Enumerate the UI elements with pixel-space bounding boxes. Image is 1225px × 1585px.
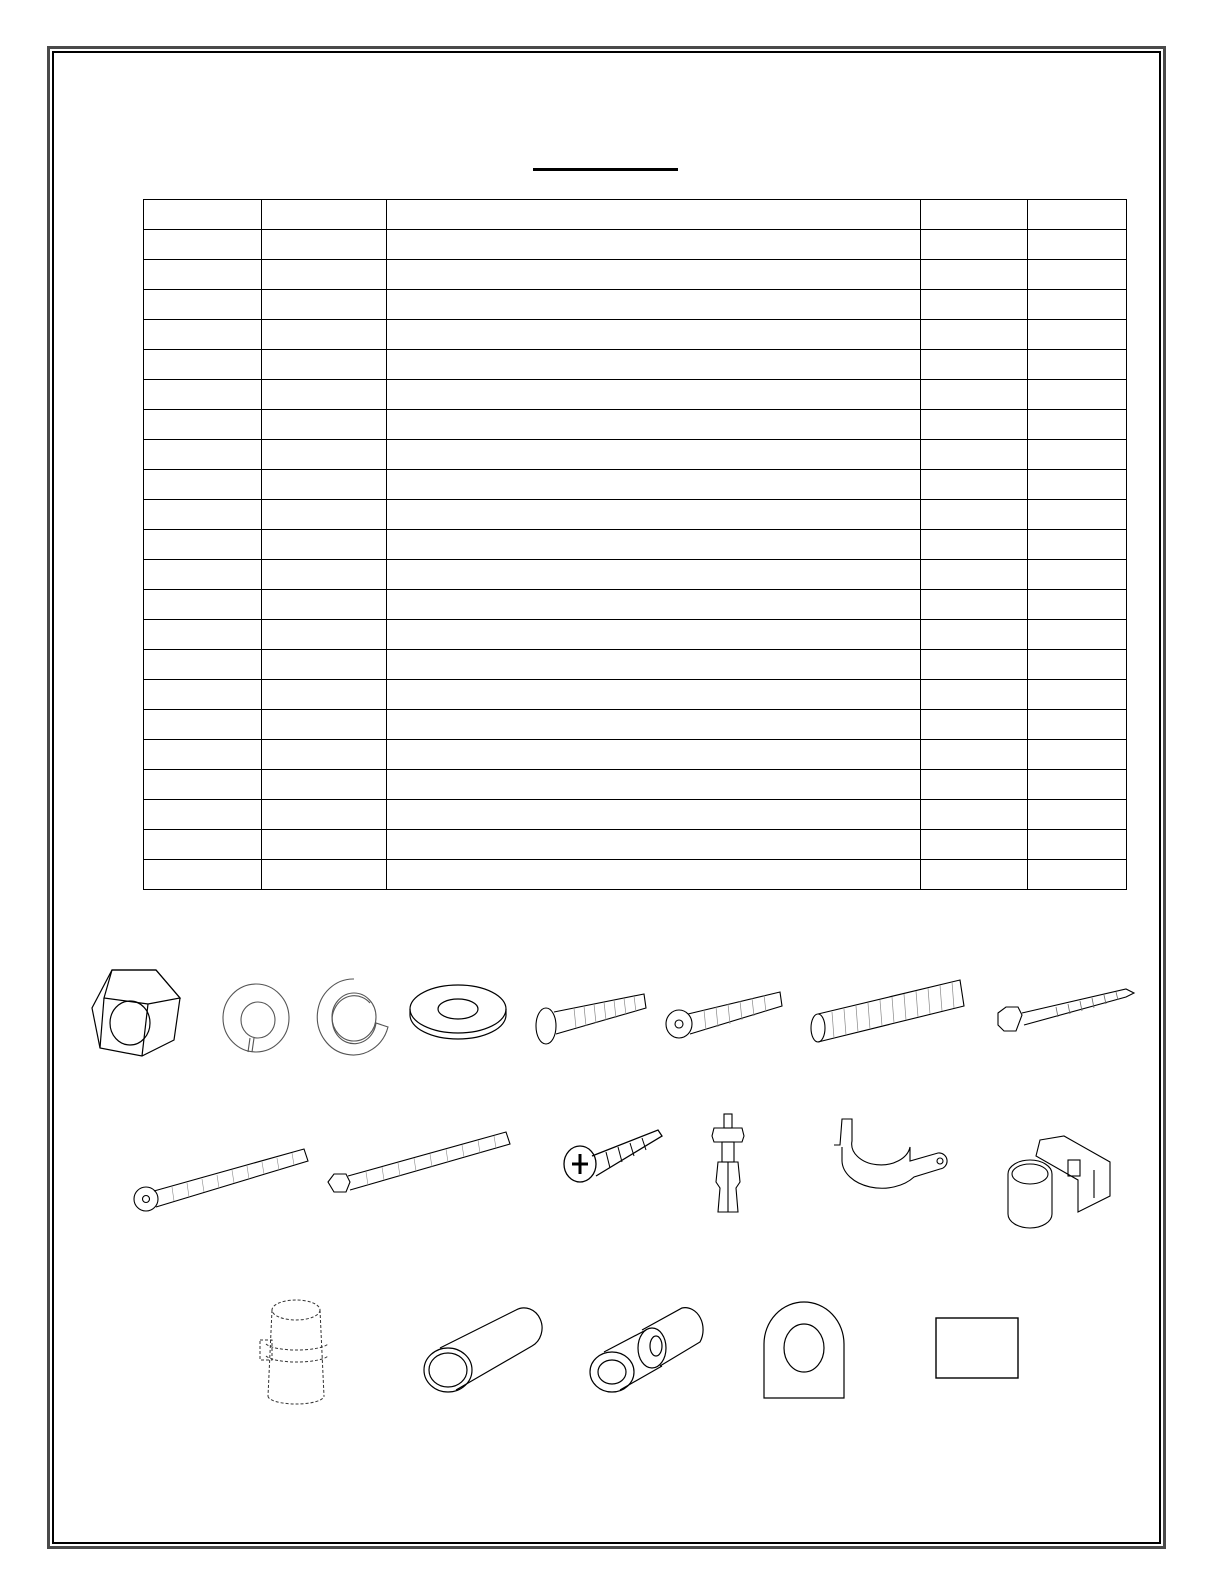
table-cell <box>262 290 387 320</box>
table-row <box>144 230 1127 260</box>
table-cell <box>262 560 387 590</box>
table-cell <box>387 470 921 500</box>
table-cell <box>1028 710 1127 740</box>
table-row <box>144 830 1127 860</box>
table-cell <box>387 380 921 410</box>
table-cell <box>921 260 1028 290</box>
table-header-cell <box>262 200 387 230</box>
table-cell <box>1028 530 1127 560</box>
table-header-cell <box>144 200 262 230</box>
table-row <box>144 290 1127 320</box>
table-cell <box>1028 680 1127 710</box>
table-cell <box>144 770 262 800</box>
table-cell <box>262 500 387 530</box>
table-cell <box>262 650 387 680</box>
table-cell <box>387 860 921 890</box>
table-cell <box>262 680 387 710</box>
table-cell <box>1028 380 1127 410</box>
table-cell <box>921 380 1028 410</box>
table-row <box>144 650 1127 680</box>
table-cell <box>921 530 1028 560</box>
table-cell <box>1028 320 1127 350</box>
table-cell <box>262 710 387 740</box>
table-row <box>144 320 1127 350</box>
table-cell <box>144 230 262 260</box>
table-cell <box>387 440 921 470</box>
table-cell <box>921 500 1028 530</box>
table-cell <box>262 620 387 650</box>
table-cell <box>387 680 921 710</box>
table-cell <box>387 350 921 380</box>
table-cell <box>144 410 262 440</box>
table-cell <box>387 740 921 770</box>
table-row <box>144 350 1127 380</box>
table-cell <box>144 260 262 290</box>
table-row <box>144 860 1127 890</box>
table-cell <box>262 740 387 770</box>
table-cell <box>387 320 921 350</box>
table-cell <box>1028 830 1127 860</box>
table-cell <box>921 800 1028 830</box>
table-cell <box>144 740 262 770</box>
table-cell <box>262 350 387 380</box>
table-cell <box>262 830 387 860</box>
table-cell <box>387 590 921 620</box>
table-cell <box>144 830 262 860</box>
table-cell <box>921 710 1028 740</box>
table-cell <box>144 500 262 530</box>
table-cell <box>262 770 387 800</box>
table-cell <box>387 800 921 830</box>
table-row <box>144 530 1127 560</box>
table-cell <box>921 410 1028 440</box>
table-cell <box>1028 620 1127 650</box>
table-row <box>144 620 1127 650</box>
table-cell <box>1028 650 1127 680</box>
table-cell <box>1028 740 1127 770</box>
table-cell <box>387 560 921 590</box>
table-cell <box>144 440 262 470</box>
table-header-cell <box>921 200 1028 230</box>
table-cell <box>921 860 1028 890</box>
table-cell <box>1028 440 1127 470</box>
table-cell <box>921 440 1028 470</box>
table-row <box>144 260 1127 290</box>
table-cell <box>387 620 921 650</box>
table-cell <box>1028 470 1127 500</box>
table-cell <box>387 770 921 800</box>
hardware-table <box>143 199 1127 890</box>
table-cell <box>144 560 262 590</box>
table-header-cell <box>1028 200 1127 230</box>
table-cell <box>144 620 262 650</box>
table-cell <box>262 440 387 470</box>
table-row <box>144 410 1127 440</box>
table-cell <box>1028 350 1127 380</box>
table-row <box>144 380 1127 410</box>
table-cell <box>144 710 262 740</box>
table-cell <box>921 350 1028 380</box>
table-row <box>144 770 1127 800</box>
table-cell <box>921 470 1028 500</box>
table-cell <box>144 590 262 620</box>
table-cell <box>921 740 1028 770</box>
table-cell <box>144 680 262 710</box>
table-row <box>144 680 1127 710</box>
table-cell <box>387 650 921 680</box>
table-cell <box>262 800 387 830</box>
table-cell <box>144 320 262 350</box>
table-row <box>144 590 1127 620</box>
table-row <box>144 740 1127 770</box>
table-cell <box>262 380 387 410</box>
table-cell <box>921 650 1028 680</box>
table-header-row <box>144 200 1127 230</box>
table-cell <box>1028 290 1127 320</box>
page-title <box>533 130 678 171</box>
table-row <box>144 500 1127 530</box>
table-cell <box>262 320 387 350</box>
table-row <box>144 800 1127 830</box>
table-cell <box>921 830 1028 860</box>
table-cell <box>1028 560 1127 590</box>
table-cell <box>262 590 387 620</box>
table-cell <box>1028 590 1127 620</box>
table-cell <box>144 860 262 890</box>
table-cell <box>387 500 921 530</box>
table-cell <box>387 410 921 440</box>
table-cell <box>387 230 921 260</box>
table-cell <box>1028 770 1127 800</box>
table-cell <box>144 350 262 380</box>
table-row <box>144 560 1127 590</box>
table-cell <box>1028 860 1127 890</box>
table-cell <box>921 680 1028 710</box>
table-cell <box>144 290 262 320</box>
table-cell <box>144 380 262 410</box>
table-cell <box>387 710 921 740</box>
table-cell <box>262 260 387 290</box>
table-cell <box>1028 260 1127 290</box>
table-cell <box>1028 500 1127 530</box>
table-cell <box>921 320 1028 350</box>
table-cell <box>262 860 387 890</box>
table-cell <box>262 470 387 500</box>
table-row <box>144 470 1127 500</box>
table-cell <box>262 410 387 440</box>
table-cell <box>921 290 1028 320</box>
table-cell <box>387 530 921 560</box>
table-cell <box>1028 230 1127 260</box>
table-header-cell <box>387 200 921 230</box>
table-cell <box>387 290 921 320</box>
table-cell <box>262 230 387 260</box>
table-cell <box>921 620 1028 650</box>
table-cell <box>921 590 1028 620</box>
table-cell <box>1028 410 1127 440</box>
table-cell <box>144 530 262 560</box>
table-cell <box>387 830 921 860</box>
table-cell <box>144 800 262 830</box>
table-cell <box>144 470 262 500</box>
table-cell <box>921 770 1028 800</box>
table-cell <box>387 260 921 290</box>
table-row <box>144 710 1127 740</box>
table-cell <box>921 230 1028 260</box>
table-cell <box>1028 800 1127 830</box>
table-cell <box>262 530 387 560</box>
table-cell <box>921 560 1028 590</box>
table-cell <box>144 650 262 680</box>
table-row <box>144 440 1127 470</box>
